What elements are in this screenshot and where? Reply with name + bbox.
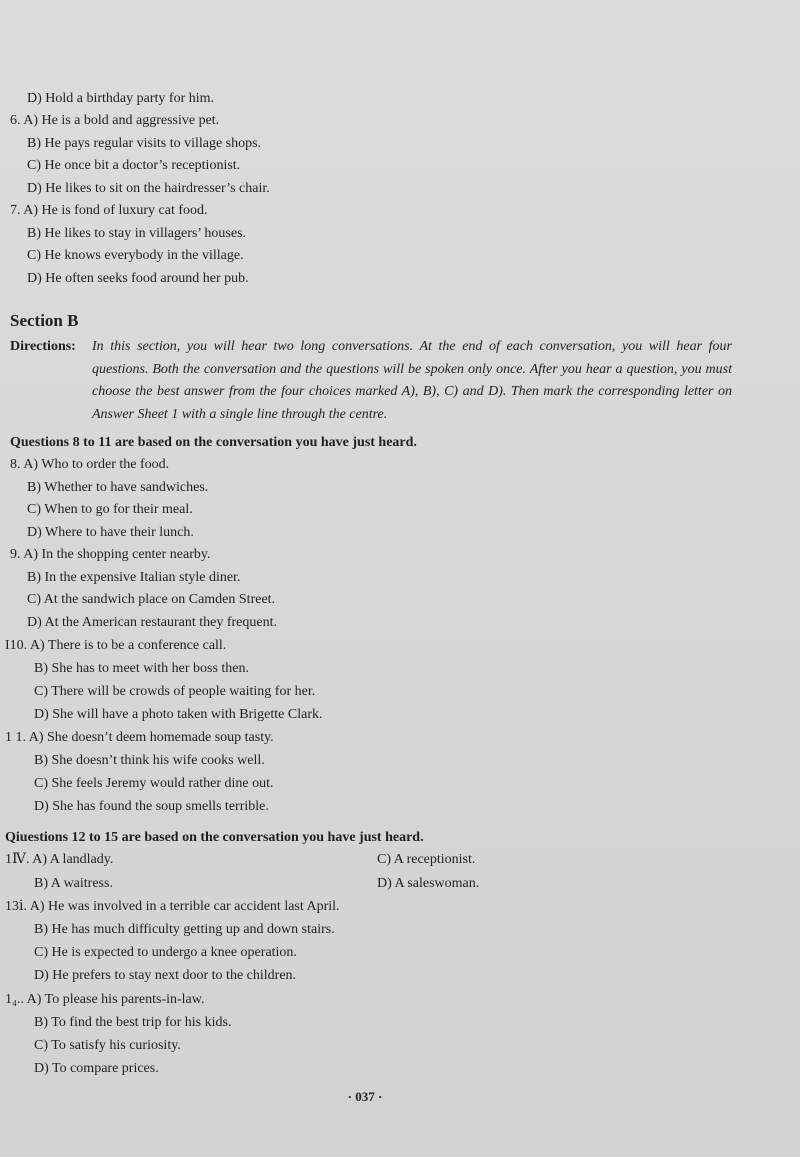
option-line: C) She feels Jeremy would rather dine out. [34,776,274,791]
question-line: 1₄.. A) To please his parents-in-law. [5,992,205,1007]
option-line: C) He once bit a doctor’s receptionist. [27,158,241,173]
option-line: B) He pays regular visits to village shops. [27,136,262,151]
option-line: C) At the sandwich place on Camden Street. [27,592,276,607]
option-line: B) In the expensive Italian style diner. [27,570,241,585]
option-line: D) Where to have their lunch. [27,525,194,540]
option-line: C) When to go for their meal. [27,502,193,517]
question-line: 1 1. A) She doesn’t deem homemade soup tasty. [5,730,274,745]
question-group-header: Questions 8 to 11 are based on the conversation you have just heard. [10,435,417,450]
option-line: D) He likes to sit on the hairdresser’s chair. [27,181,270,196]
option-line: D) He often seeks food around her pub. [27,271,249,286]
question-line: I10. A) There is to be a conference call. [5,638,227,653]
directions [10,336,732,426]
option-line: B) Whether to have sandwiches. [27,480,209,495]
option-line: C) A receptionist. [377,852,476,867]
option-line: D) She will have a photo taken with Brigette Clark. [34,707,323,722]
option-line: D) To compare prices. [34,1061,159,1076]
question-group-header: Qiuestions 12 to 15 are based on the conversation you have just heard. [5,830,424,845]
directions-text: In this section, you will hear two long conversations. At the end of each conversation, you will hear four questions. Both the conversation and the questions will be spoken only once. After you hear a question, you must choose the best answer from the four choices marked A), B), C) and D). Then mark the corresponding letter on Answer Sheet 1 with a single line through the centre. [92,339,732,422]
question-line: 7. A) He is fond of luxury cat food. [10,203,208,218]
option-line: D) Hold a birthday party for him. [27,91,215,106]
option-line: C) To satisfy his curiosity. [34,1038,181,1053]
question-line: 13ⅰ. A) He was involved in a terrible car accident last April. [5,899,340,914]
page-number: · 037 · [347,1089,383,1104]
question-line: 8. A) Who to order the food. [10,457,170,472]
option-line: B) He has much difficulty getting up and down stairs. [34,922,335,937]
question-line: 1Ⅳ. A) A landlady. [5,852,114,867]
option-line: D) She has found the soup smells terrible. [34,799,269,814]
option-line: B) To find the best trip for his kids. [34,1015,232,1030]
section-title: Section B [10,311,79,330]
option-line: C) He knows everybody in the village. [27,248,244,263]
option-line: B) A waitress. [34,876,113,891]
option-line: D) He prefers to stay next door to the children. [34,968,297,983]
option-line: B) She doesn’t think his wife cooks well. [34,753,265,768]
question-line: 6. A) He is a bold and aggressive pet. [10,113,220,128]
option-line: D) At the American restaurant they frequent. [27,615,277,630]
option-line: B) He likes to stay in villagers’ houses. [27,226,247,241]
option-line: C) There will be crowds of people waiting for her. [34,684,316,699]
directions-label: Directions: [10,339,76,354]
question-line: 9. A) In the shopping center nearby. [10,547,211,562]
option-line: B) She has to meet with her boss then. [34,661,250,676]
option-line: C) He is expected to undergo a knee operation. [34,945,297,960]
option-line: D) A saleswoman. [377,876,480,891]
